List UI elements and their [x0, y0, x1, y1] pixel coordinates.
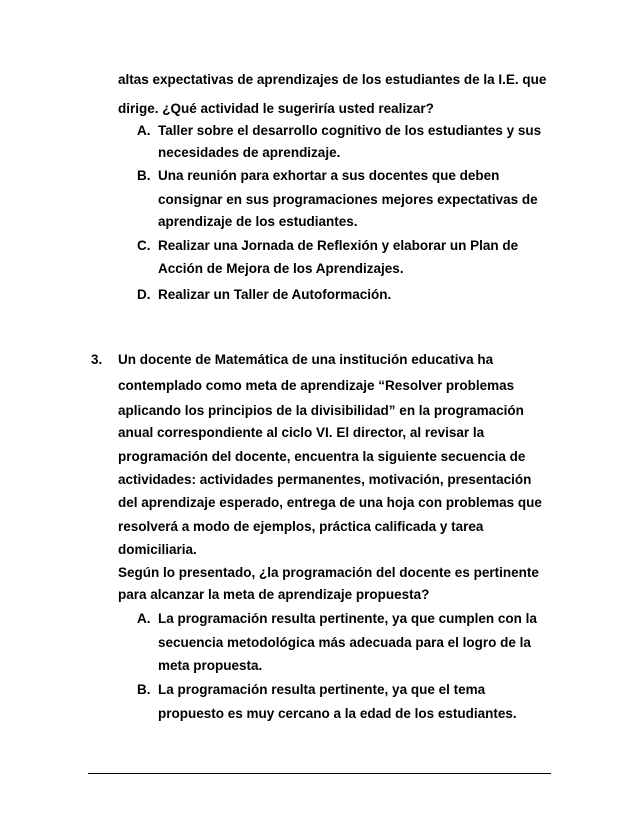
q2-option-c-letter: C.	[137, 238, 151, 253]
q3-stem-line: Un docente de Matemática de una institución educativa ha	[118, 352, 494, 367]
q3-option-a-letter: A.	[137, 611, 151, 626]
q2-option-d-letter: D.	[137, 287, 151, 302]
q2-stem-line: dirige. ¿Qué actividad le sugeriría usted realizar?	[118, 101, 434, 116]
q2-option-c-text: Realizar una Jornada de Reflexión y elaborar un Plan de	[158, 238, 519, 253]
q3-stem-line: anual correspondiente al ciclo VI. El director, al revisar la	[118, 425, 485, 440]
q3-question-line: Según lo presentado, ¿la programación del docente es pertinente	[118, 565, 539, 580]
q2-option-b-text: Una reunión para exhortar a sus docentes que deben	[158, 168, 500, 183]
q2-stem-line: altas expectativas de aprendizajes de los estudiantes de la I.E. que	[118, 72, 547, 87]
q3-option-b-text: propuesto es muy cercano a la edad de los estudiantes.	[158, 706, 517, 721]
q3-stem-line: resolverá a modo de ejemplos, práctica calificada y tarea	[118, 519, 484, 534]
q2-option-d-text: Realizar un Taller de Autoformación.	[158, 287, 392, 302]
q3-option-a-text: secuencia metodológica más adecuada para el logro de la	[158, 635, 531, 650]
q3-stem-line: aplicando los principios de la divisibilidad” en la programación	[118, 403, 524, 418]
q3-stem-line: contemplado como meta de aprendizaje “Resolver problemas	[118, 378, 515, 393]
q3-stem-line: programación del docente, encuentra la siguiente secuencia de	[118, 449, 526, 464]
q3-stem-line: domiciliaria.	[118, 542, 197, 557]
q3-stem-line: del aprendizaje esperado, entrega de una hoja con problemas que	[118, 495, 542, 510]
q3-question-line: para alcanzar la meta de aprendizaje propuesta?	[118, 587, 430, 602]
q2-option-b-text: aprendizaje de los estudiantes.	[158, 214, 358, 229]
q3-number: 3.	[91, 352, 103, 367]
q3-stem-line: actividades: actividades permanentes, motivación, presentación	[118, 472, 532, 487]
q2-option-b-letter: B.	[137, 168, 151, 183]
q2-option-a-letter: A.	[137, 123, 151, 138]
q2-option-a-text: Taller sobre el desarrollo cognitivo de los estudiantes y sus	[158, 123, 542, 138]
q3-option-a-text: La programación resulta pertinente, ya que cumplen con la	[158, 611, 537, 626]
footer-divider	[88, 773, 551, 774]
q2-option-c-text: Acción de Mejora de los Aprendizajes.	[158, 261, 404, 276]
q3-option-b-letter: B.	[137, 682, 151, 697]
q2-option-a-text: necesidades de aprendizaje.	[158, 145, 341, 160]
q3-option-a-text: meta propuesta.	[158, 658, 263, 673]
q3-option-b-text: La programación resulta pertinente, ya que el tema	[158, 682, 486, 697]
q2-option-b-text: consignar en sus programaciones mejores expectativas de	[158, 192, 538, 207]
